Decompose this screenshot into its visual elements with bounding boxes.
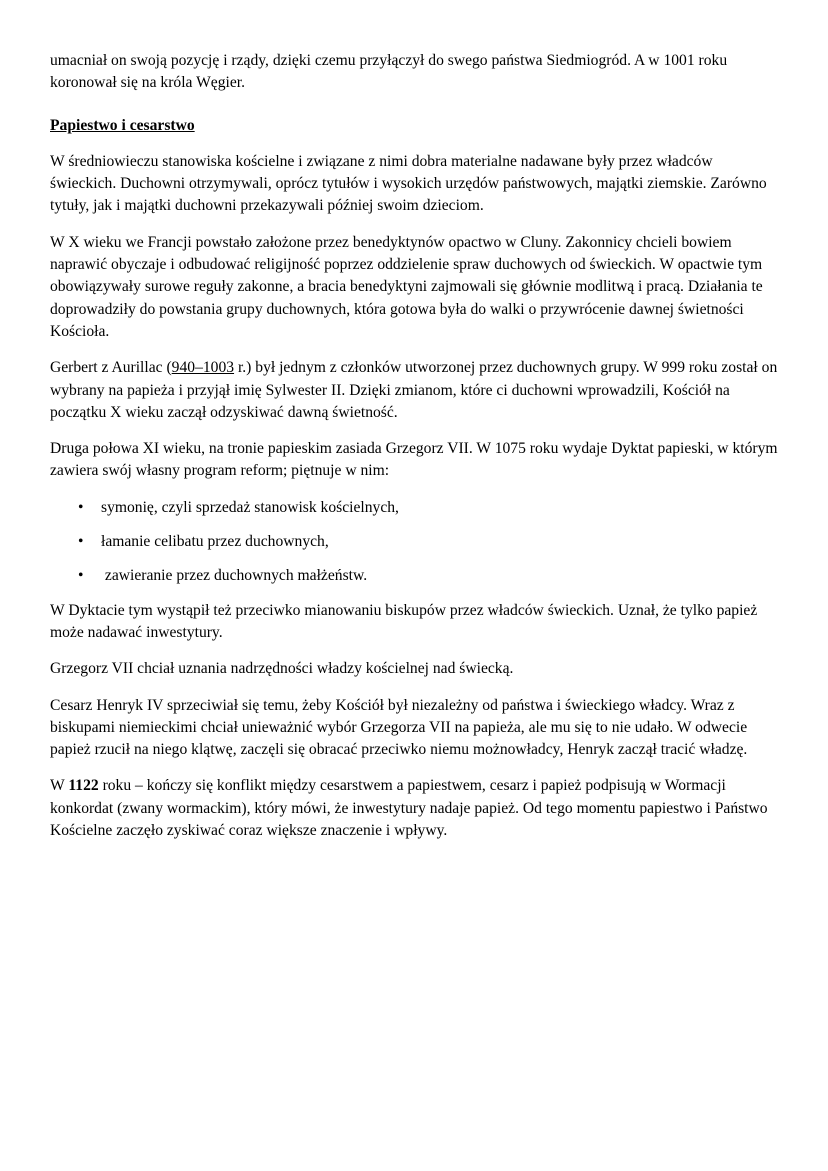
- paragraph-5: W Dyktacie tym wystąpił też przeciwko mianowaniu biskupów przez władców świeckich. Uznał, że tylko papież może nadawać inwestytury.: [50, 601, 758, 641]
- paragraph-7: Cesarz Henryk IV sprzeciwiał się temu, żeby Kościół był niezależny od państwa i świeckiego władcy. Wraz z biskupami niemieckimi chciał unieważnić wybór Grzegorza VII na papieża, ale mu się to nie udało. W odwecie papież rzucił na niego klątwę, zaczęli się obracać przeciwko niemu możnowładcy, Henryk zaczął tracić władzę.: [50, 696, 748, 759]
- reform-list: [50, 497, 782, 588]
- date-link[interactable]: 940–1003: [171, 359, 235, 377]
- list-item: [50, 531, 782, 553]
- section-heading: Papiestwo i cesarstwo: [50, 116, 195, 134]
- bullet-icon: •: [78, 533, 84, 551]
- list-item-text: łamanie celibatu przez duchownych,: [101, 533, 329, 551]
- paragraph-8: [50, 775, 782, 842]
- list-item: [50, 565, 782, 587]
- bullet-icon: •: [78, 567, 84, 585]
- paragraph-6: Grzegorz VII chciał uznania nadrzędności władzy kościelnej nad świecką.: [50, 660, 514, 678]
- paragraph-8-text-end: roku – kończy się konflikt między cesarstwem a papiestwem, cesarz i papież podpisują w Wormacji konkordat (zwany wormackim), który mówi, że inwestytury nadaje papież. Od tego momentu papiestwo i Państwo Kościelne zaczęło zyskiwać coraz większe znaczenie i wpływy.: [50, 777, 768, 840]
- bullet-icon: •: [78, 498, 84, 516]
- paragraph-2: W X wieku we Francji powstało założone przez benedyktynów opactwo w Cluny. Zakonnicy chcieli bowiem naprawić obyczaje i odbudować religijność poprzez oddzielenie spraw duchowych od świeckich. W opactwie tym obowiązywały surowe reguły zakonne, a bracia benedyktyni zajmowali się głównie modlitwą i pracą. Działania te doprowadziły do powstania grupy duchownych, która gotowa była do walki o przywrócenie dawnej świetności Kościoła.: [50, 233, 763, 340]
- paragraph-8-text-start: W: [50, 777, 69, 795]
- paragraph-1: W średniowieczu stanowiska kościelne i związane z nimi dobra materialne nadawane były przez władców świeckich. Duchowni otrzymywali, oprócz tytułów i wysokich urzędów państwowych, majątki ziemskie. Zarówno tytuły, jak i majątki duchowni przekazywali później swoim dzieciom.: [50, 152, 767, 215]
- paragraph-4: Druga połowa XI wieku, na tronie papieskim zasiada Grzegorz VII. W 1075 roku wydaje Dyktat papieski, w którym zawiera swój własny program reform; piętnuje w nim:: [50, 440, 778, 480]
- intro-paragraph: umacniał on swoją pozycję i rządy, dzięki czemu przyłączył do swego państwa Siedmiogród. A w 1001 roku koronował się na króla Węgier.: [50, 52, 728, 92]
- paragraph-3-text-end: r.) był jednym z członków utworzonej przez duchownych grupy. W 999 roku został on wybrany na papieża i przyjął imię Sylwester II. Dzięki zmianom, które ci duchowni wprowadzili, Kościół na początku X wieku zaczął odzyskiwać dawną świetność.: [50, 359, 778, 421]
- list-item-text: zawieranie przez duchownych małżeństw.: [101, 567, 368, 585]
- list-item: [50, 497, 782, 519]
- paragraph-3-text-start: Gerbert z Aurillac (: [50, 359, 172, 377]
- year-bold: 1122: [68, 777, 99, 795]
- paragraph-3: [50, 357, 782, 424]
- list-item-text: symonię, czyli sprzedaż stanowisk kościelnych,: [101, 498, 399, 516]
